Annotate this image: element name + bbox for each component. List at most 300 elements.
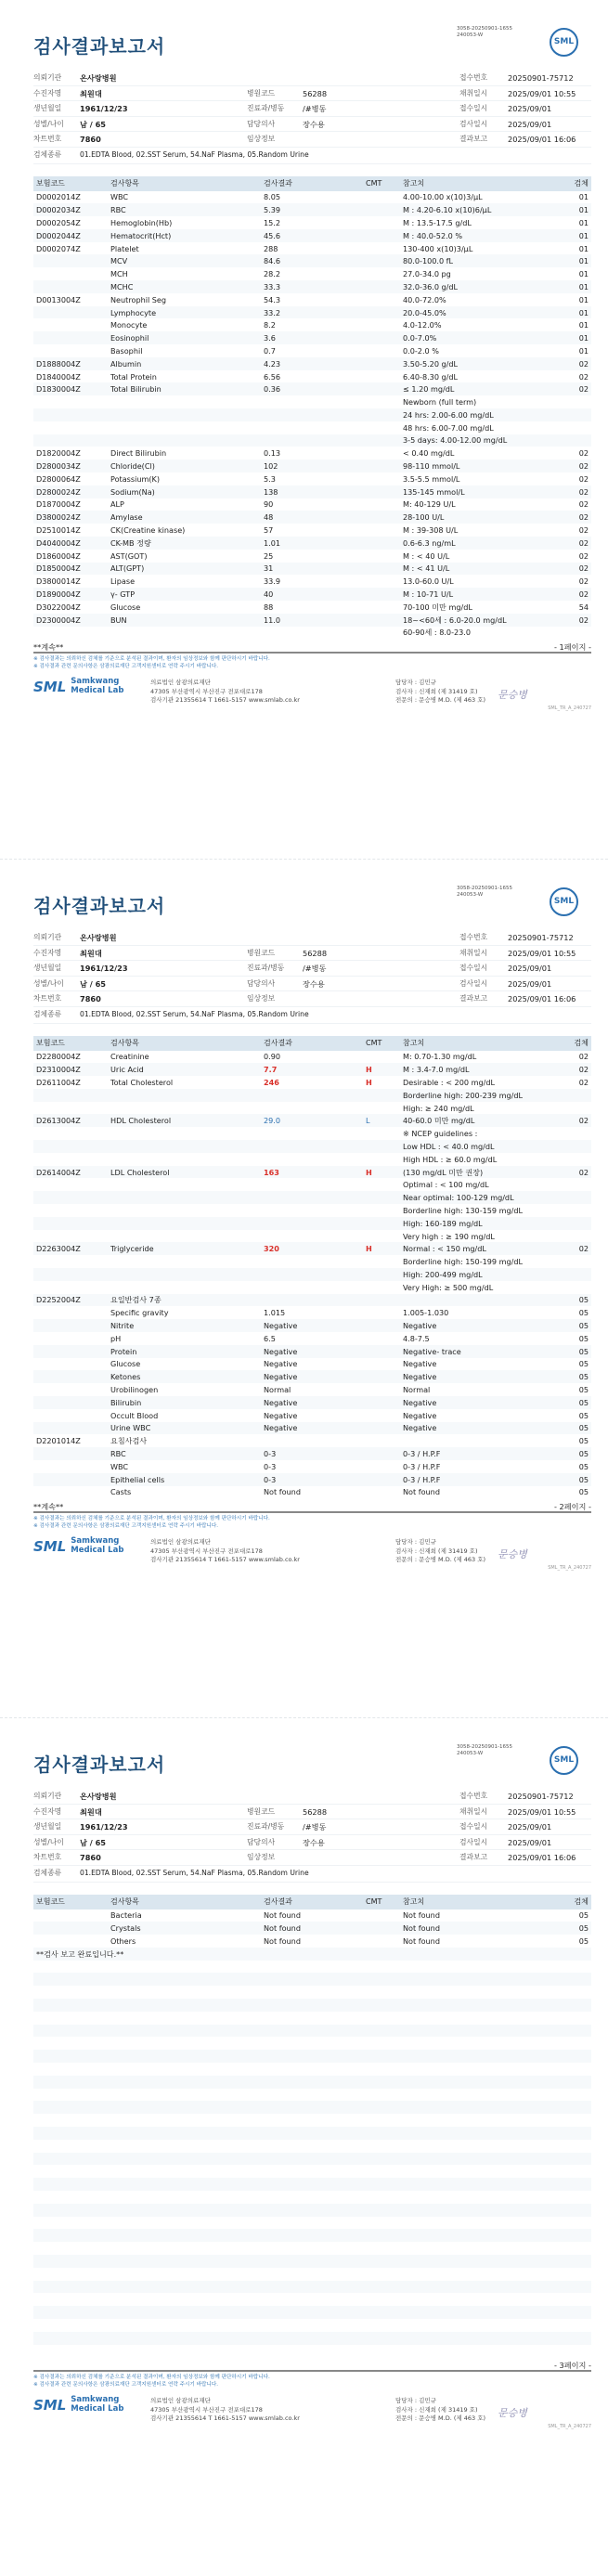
- cell-specimen: 05: [578, 1308, 589, 1318]
- cell-flag: [363, 1434, 400, 1447]
- cell-specimen: [567, 421, 591, 434]
- institution: 온사랑병원: [80, 73, 117, 83]
- specimen-types: 01.EDTA Blood, 02.SST Serum, 54.NaF Plasma, 05.Random Urine: [80, 1868, 309, 1877]
- sml-brand-icon: SML: [33, 2396, 67, 2414]
- cell-flag: [363, 1409, 400, 1422]
- cell-name: Epithelial cells: [108, 1473, 261, 1486]
- continued-label: **계속**: [33, 642, 64, 653]
- cell-result: Negative: [261, 1319, 363, 1332]
- cell-specimen: 05: [578, 1410, 589, 1420]
- cell-flag: [363, 1460, 400, 1473]
- cell-name: 요침사검사: [110, 1436, 148, 1446]
- table-row: [33, 1281, 591, 1294]
- cell-ref: 1.005-1.030: [403, 1308, 449, 1318]
- report-complete: **검사 보고 완료입니다.**: [33, 1948, 591, 1961]
- cell-ref: 18~<60세 : 6.0-20.0 mg/dL: [400, 614, 567, 627]
- cell-result: 3.6: [261, 331, 363, 344]
- cell-ref: 0-3 / H.P.F: [403, 1461, 441, 1471]
- date-of-birth: 1961/12/23: [80, 104, 128, 113]
- notice: ※ 검사결과는 의뢰하신 검체를 기준으로 분석된 결과이며, 환자의 임상정보와 함께 판단하시기 바랍니다. ※ 검사결과 관련 문의사항은 삼광의료재단 고객지원센터로 연락 주시기 바랍니다.: [33, 656, 270, 669]
- cell-code: D2263004Z: [33, 1242, 108, 1255]
- cell-ref: Optimal : < 100 mg/dL: [403, 1180, 489, 1190]
- table-row: [33, 1319, 591, 1332]
- cell-flag: [363, 1153, 400, 1166]
- cell-ref: 4.00-10.00 x(10)3/μL: [403, 192, 483, 202]
- cell-name: WBC: [110, 192, 129, 202]
- lab-address: 의료법인 삼광의료재단 47305 부산광역시 부산진구 전포대로178 검사기관 21355614 T 1661-5157 www.smlab.co.kr: [150, 2397, 300, 2423]
- cell-code: [33, 1178, 108, 1191]
- col-name: 검사항목: [108, 1895, 261, 1909]
- cell-code: [33, 627, 108, 640]
- cell-flag: [363, 203, 400, 216]
- cell-specimen: 01: [578, 192, 589, 202]
- cell-code: D2613004Z: [33, 1114, 108, 1127]
- empty-row: [33, 2345, 591, 2358]
- cell-result: 0-3: [264, 1461, 277, 1471]
- cell-code: [33, 1909, 108, 1922]
- lab-signatories: 담당자 : 김민규 검사자 : 신재희 (제 31419 호) 전문의 : 문승병 M.D. (제 463 호): [395, 2397, 486, 2423]
- cell-flag: [363, 460, 400, 472]
- cell-flag: [363, 1294, 400, 1307]
- hospital-code: 56288: [303, 1806, 328, 1817]
- cell-flag: [363, 1306, 400, 1319]
- cell-result: 0.13: [264, 448, 281, 459]
- cell-flag: [363, 1319, 400, 1332]
- table-row: [33, 1294, 591, 1307]
- col-ref: 참고치: [400, 176, 567, 191]
- signature: 문승병: [498, 2407, 527, 2420]
- cell-ref: Not found: [403, 1935, 440, 1946]
- empty-row: [33, 2012, 591, 2025]
- reported-time: 2025/09/01 16:06: [508, 135, 576, 144]
- table-row: [33, 344, 591, 357]
- cell-name: Direct Bilirubin: [110, 448, 167, 459]
- cell-ref: Not found: [403, 1487, 440, 1497]
- cell-ref: M : 40.0-52.0 %: [400, 229, 567, 242]
- empty-row: [33, 2204, 591, 2217]
- cell-specimen: 02: [578, 499, 589, 510]
- cell-ref: M: 40-129 U/L: [403, 499, 456, 510]
- cell-name: Bilirubin: [108, 1396, 261, 1409]
- table-row: [33, 460, 591, 472]
- table-row: [33, 1268, 591, 1281]
- cell-specimen: 02: [578, 448, 589, 459]
- cell-result: [261, 1191, 363, 1204]
- table-row: [33, 498, 591, 511]
- cell-specimen: 02: [567, 511, 591, 524]
- table-row: [33, 1370, 591, 1383]
- cell-specimen: 01: [567, 331, 591, 344]
- cell-ref: < 0.40 mg/dL: [403, 448, 455, 459]
- cell-ref: ※ NCEP guidelines :: [403, 1129, 478, 1139]
- cell-specimen: 02: [578, 1052, 589, 1062]
- sex-age: 남 / 65: [80, 1837, 106, 1847]
- empty-row: [33, 2281, 591, 2294]
- report-page: [0, 0, 608, 859]
- cell-flag: [363, 1140, 400, 1153]
- table-row: [33, 293, 591, 306]
- hospital-code: 56288: [303, 948, 328, 958]
- form-version: SML_TR_A_240727: [548, 1565, 591, 1572]
- cell-flag: [363, 563, 400, 576]
- cell-result: 0.7: [264, 345, 276, 356]
- col-ref: 참고치: [400, 1895, 567, 1909]
- cell-name: Sodium(Na): [108, 485, 261, 498]
- cell-flag: [363, 627, 400, 640]
- cell-ref: M : 39-308 U/L: [403, 525, 459, 536]
- cell-name: Occult Blood: [110, 1410, 159, 1420]
- received-date: 2025/09/01: [508, 964, 552, 973]
- cell-ref: High: ≥ 240 mg/dL: [403, 1103, 474, 1113]
- patient-info: 의뢰기관 온사랑병원 접수번호 20250901-75712 수진자명 최원대 병원코드 56288 채취일시 2025/09/01 10:55 생년월일 1961/12/23 진료과/병동 /#병동 접수일시 2025/09/01 성별/나이 남 / 65 담당의사 장수용 검사일시 2025/09/01 차트번호 7860 임상정보 결과보고 2025/09/01 16:06 검체종류 01.EDTA Blood, 02.SST Serum, 54.NaF Plasma, 05.Random Urine: [33, 1789, 591, 1883]
- cell-name: Eosinophil: [108, 331, 261, 344]
- table-row: [33, 1204, 591, 1217]
- cell-code: [33, 267, 108, 280]
- cell-ref: 0.0-7.0%: [400, 331, 567, 344]
- cell-code: [33, 1268, 108, 1281]
- tested-date: 2025/09/01: [508, 978, 552, 989]
- cell-code: [33, 395, 108, 408]
- cell-code: [33, 1383, 108, 1396]
- cell-name: [108, 1153, 261, 1166]
- cell-result: 0.90: [264, 1052, 281, 1062]
- table-row: [33, 1909, 591, 1922]
- collected-time: 2025/09/01 10:55: [508, 1806, 576, 1817]
- cell-result: [261, 1204, 363, 1217]
- form-version: SML_TR_A_240727: [548, 2424, 591, 2430]
- cell-result: 15.2: [264, 217, 281, 227]
- page-number: - 2페이지 -: [553, 1502, 591, 1512]
- cell-code: D1870004Z: [36, 499, 81, 510]
- cell-ref: Very High: ≥ 500 mg/dL: [403, 1282, 494, 1292]
- cell-flag: [363, 1268, 400, 1281]
- cell-ref: 40-60.0 미만 mg/dL: [400, 1114, 567, 1127]
- cell-name: CK(Creatine kinase): [110, 525, 186, 536]
- cell-ref: 4.0-12.0%: [403, 320, 442, 330]
- col-result: 검사결과: [261, 1895, 363, 1909]
- cell-result: 6.56: [264, 371, 281, 382]
- cell-flag: [363, 1089, 400, 1102]
- cell-name: [108, 421, 261, 434]
- empty-row: [33, 1973, 591, 1986]
- cell-name: Platelet: [110, 243, 139, 253]
- cell-flag: [363, 601, 400, 614]
- cell-result: [261, 395, 363, 408]
- cell-code: [33, 1473, 108, 1486]
- cell-specimen: 05: [567, 1319, 591, 1332]
- table-row: [33, 408, 591, 421]
- table-row: [33, 1089, 591, 1102]
- table-row: [33, 1345, 591, 1358]
- cell-result: 0-3: [261, 1447, 363, 1460]
- empty-row: [33, 2306, 591, 2319]
- cell-name: Ketones: [108, 1370, 261, 1383]
- cell-specimen: 05: [567, 1396, 591, 1409]
- empty-row: [33, 2127, 591, 2140]
- cell-specimen: 05: [578, 1436, 589, 1446]
- cell-ref: ≤ 1.20 mg/dL: [400, 382, 567, 395]
- cell-ref: Negative: [400, 1370, 567, 1383]
- cell-ref: Normal: [403, 1385, 431, 1395]
- cell-result: 54.3: [264, 294, 281, 304]
- table-row: [33, 382, 591, 395]
- cell-specimen: 05: [578, 1359, 589, 1369]
- cell-ref: M : 4.20-6.10 x(10)6/μL: [400, 203, 567, 216]
- sml-logo-icon: SML: [550, 887, 578, 916]
- table-row: [33, 421, 591, 434]
- table-row: [33, 1242, 591, 1255]
- cell-name: Protein: [108, 1345, 261, 1358]
- cell-specimen: 54: [578, 602, 589, 612]
- date-of-birth: 1961/12/23: [80, 1822, 128, 1832]
- cell-name: MCV: [108, 254, 261, 267]
- cell-result: [261, 1140, 363, 1153]
- signature: 문승병: [498, 689, 527, 702]
- cell-result: [261, 421, 363, 434]
- cell-result: 45.6: [261, 229, 363, 242]
- table-row: [33, 1153, 591, 1166]
- table-row: [33, 280, 591, 293]
- cell-ref: Borderline high: 130-159 mg/dL: [403, 1205, 524, 1215]
- cell-code: [33, 1486, 108, 1499]
- report-title: 검사결과보고서: [33, 1754, 166, 1776]
- cell-specimen: 05: [578, 1461, 589, 1471]
- cell-code: D3800024Z: [33, 511, 108, 524]
- patient-info: 의뢰기관 온사랑병원 접수번호 20250901-75712 수진자명 최원대 병원코드 56288 채취일시 2025/09/01 10:55 생년월일 1961/12/23 진료과/병동 /#병동 접수일시 2025/09/01 성별/나이 남 / 65 담당의사 장수용 검사일시 2025/09/01 차트번호 7860 임상정보 결과보고 2025/09/01 16:06 검체종류 01.EDTA Blood, 02.SST Serum, 54.NaF Plasma, 05.Random Urine: [33, 930, 591, 1024]
- table-row: [33, 1434, 591, 1447]
- empty-row: [33, 2229, 591, 2242]
- cell-specimen: 02: [578, 473, 589, 484]
- cell-result: 0.36: [261, 382, 363, 395]
- department: /#병동: [303, 104, 327, 113]
- table-row: [33, 229, 591, 242]
- chart-number: 7860: [80, 135, 101, 144]
- table-row: [33, 1383, 591, 1396]
- cell-ref: Negative- trace: [400, 1345, 567, 1358]
- cell-name: γ- GTP: [108, 588, 261, 601]
- cell-code: [33, 421, 108, 434]
- cell-ref: 40.0-72.0%: [403, 294, 446, 304]
- cell-name: [108, 1217, 261, 1230]
- cell-flag: [363, 357, 400, 370]
- cell-specimen: [567, 1268, 591, 1281]
- cell-ref: 0.0-2.0 %: [403, 345, 439, 356]
- empty-row: [33, 1986, 591, 1999]
- cell-name: [108, 1230, 261, 1243]
- cell-code: [33, 254, 108, 267]
- cell-ref: M : < 41 U/L: [400, 563, 567, 576]
- table-row: [33, 1447, 591, 1460]
- cell-code: D2201014Z: [36, 1436, 81, 1446]
- empty-row: [33, 1961, 591, 1974]
- report-header: [17, 876, 591, 919]
- cell-specimen: 05: [578, 1385, 589, 1395]
- cell-name: Glucose: [110, 602, 141, 612]
- table-row: [33, 1422, 591, 1435]
- cell-specimen: [567, 627, 591, 640]
- empty-row: [33, 2255, 591, 2268]
- cell-flag: [363, 267, 400, 280]
- cell-code: [33, 1140, 108, 1153]
- cell-specimen: 05: [567, 1447, 591, 1460]
- cell-specimen: 01: [567, 254, 591, 267]
- table-row: [33, 331, 591, 344]
- cell-name: [108, 627, 261, 640]
- lab-footer: [33, 2394, 591, 2431]
- cell-code: D1820004Z: [36, 448, 81, 459]
- date-of-birth: 1961/12/23: [80, 964, 128, 973]
- cell-ref: 80.0-100.0 fL: [400, 254, 567, 267]
- cell-name: MCH: [110, 269, 128, 279]
- cell-code: [33, 1422, 108, 1435]
- cell-ref: Near optimal: 100-129 mg/dL: [400, 1191, 567, 1204]
- cell-result: 33.3: [261, 280, 363, 293]
- cell-flag: [363, 1922, 400, 1935]
- lab-signatories: 담당자 : 김민규 검사자 : 신재희 (제 31419 호) 전문의 : 문승병 M.D. (제 463 호): [395, 679, 486, 705]
- cell-name: Nitrite: [108, 1319, 261, 1332]
- patient-name: 최원대: [80, 88, 102, 98]
- cell-name: Uric Acid: [108, 1063, 261, 1076]
- cell-name: AST(GOT): [110, 550, 148, 561]
- cell-code: [33, 434, 108, 447]
- notice: ※ 검사결과는 의뢰하신 검체를 기준으로 분석된 결과이며, 환자의 임상정보와 함께 판단하시기 바랍니다. ※ 검사결과 관련 문의사항은 삼광의료재단 고객지원센터로 연락 주시기 바랍니다.: [33, 2375, 270, 2388]
- cell-name: Basophil: [110, 345, 143, 356]
- lab-address: 의료법인 삼광의료재단 47305 부산광역시 부산진구 전포대로178 검사기관 21355614 T 1661-5157 www.smlab.co.kr: [150, 679, 300, 705]
- cell-code: D2300004Z: [33, 614, 108, 627]
- cell-name: [108, 408, 261, 421]
- cell-name: pH: [110, 1333, 122, 1343]
- cell-code: D1860004Z: [36, 550, 81, 561]
- cell-specimen: [567, 408, 591, 421]
- cell-specimen: [567, 1089, 591, 1102]
- col-cmt: CMT: [363, 176, 400, 191]
- cell-ref: Negative: [403, 1410, 437, 1420]
- col-name: 검사항목: [108, 176, 261, 191]
- results-header: [33, 176, 591, 191]
- hospital-code: 56288: [303, 88, 328, 98]
- cell-flag: [363, 293, 400, 306]
- cell-result: [261, 1153, 363, 1166]
- table-row: [33, 1063, 591, 1076]
- cell-result: 1.01: [261, 537, 363, 550]
- cell-code: D1840004Z: [36, 371, 81, 382]
- report-complete-row: [33, 1948, 591, 1961]
- cell-result: 320: [261, 1242, 363, 1255]
- cell-result: [261, 1089, 363, 1102]
- cell-result: Negative: [264, 1359, 298, 1369]
- table-row: [33, 1255, 591, 1268]
- cell-result: [261, 1255, 363, 1268]
- cell-name: Bacteria: [110, 1910, 142, 1921]
- cell-result: Negative: [261, 1396, 363, 1409]
- cell-flag: [363, 511, 400, 524]
- sml-brand-icon: SML: [33, 1537, 67, 1555]
- samkwang-logo: SML Samkwang Medical Lab: [33, 1536, 124, 1556]
- lab-address: 의료법인 삼광의료재단 47305 부산광역시 부산진구 전포대로178 검사기관 21355614 T 1661-5157 www.smlab.co.kr: [150, 1538, 300, 1564]
- cell-ref: 28-100 U/L: [400, 511, 567, 524]
- cell-specimen: [567, 1140, 591, 1153]
- table-row: [33, 1166, 591, 1179]
- cell-specimen: 02: [567, 485, 591, 498]
- cell-ref: 0-3 / H.P.F: [400, 1447, 567, 1460]
- results-header: [33, 1895, 591, 1909]
- cell-result: [261, 434, 363, 447]
- cell-name: Creatinine: [110, 1052, 149, 1062]
- cell-result: [261, 1294, 363, 1307]
- cell-specimen: 01: [567, 229, 591, 242]
- cell-flag: [363, 1281, 400, 1294]
- cell-code: [33, 1281, 108, 1294]
- cell-name: Total Protein: [110, 371, 157, 382]
- cell-code: [33, 1332, 108, 1345]
- cell-result: Negative: [261, 1370, 363, 1383]
- document-number: 3058-20250901-1655 240053-W: [457, 886, 512, 899]
- cell-name: [108, 1255, 261, 1268]
- cell-flag: [363, 1422, 400, 1435]
- cell-result: 6.5: [264, 1333, 276, 1343]
- table-row: [33, 511, 591, 524]
- empty-row: [33, 2153, 591, 2166]
- table-row: [33, 191, 591, 204]
- cell-ref: 0-3 / H.P.F: [400, 1473, 567, 1486]
- table-row: [33, 550, 591, 563]
- cell-code: [33, 306, 108, 319]
- table-row: [33, 1191, 591, 1204]
- cell-specimen: 02: [567, 588, 591, 601]
- cell-ref: 24 hrs: 2.00-6.00 mg/dL: [400, 408, 567, 421]
- cell-result: [261, 1102, 363, 1115]
- cell-specimen: [567, 1191, 591, 1204]
- cell-specimen: 02: [567, 357, 591, 370]
- cell-name: [108, 1178, 261, 1191]
- cell-flag: [363, 1204, 400, 1217]
- cell-code: [33, 280, 108, 293]
- cell-result: [261, 1434, 363, 1447]
- cell-name: Monocyte: [110, 320, 148, 330]
- cell-ref: 48 hrs: 6.00-7.00 mg/dL: [403, 422, 494, 433]
- cell-code: [33, 318, 108, 331]
- cell-result: Negative: [261, 1345, 363, 1358]
- page-number: - 3페이지 -: [553, 2361, 591, 2371]
- cell-flag: [363, 1935, 400, 1948]
- cell-name: [108, 395, 261, 408]
- samkwang-logo: SML Samkwang Medical Lab: [33, 2395, 124, 2414]
- cell-name: Urine WBC: [108, 1422, 261, 1435]
- empty-row: [33, 2268, 591, 2281]
- cell-specimen: 02: [567, 460, 591, 472]
- cell-name: Neutrophil Seg: [110, 294, 167, 304]
- cell-code: [33, 1255, 108, 1268]
- cell-specimen: 02: [578, 576, 589, 587]
- cell-ref: M : 13.5-17.5 g/dL: [403, 217, 472, 227]
- table-row: [33, 370, 591, 383]
- table-row: [33, 447, 591, 460]
- cell-flag: [363, 421, 400, 434]
- cell-flag: [363, 1486, 400, 1499]
- cell-name: ALT(GPT): [108, 563, 261, 576]
- cell-result: 88: [264, 602, 274, 612]
- cell-code: D0002044Z: [33, 229, 108, 242]
- cell-flag: [363, 318, 400, 331]
- cell-result: Negative: [264, 1410, 298, 1420]
- cell-flag: H: [366, 1077, 372, 1087]
- table-row: [33, 1178, 591, 1191]
- empty-row: [33, 2319, 591, 2332]
- cell-specimen: 05: [578, 1487, 589, 1497]
- cell-result: 138: [261, 485, 363, 498]
- cell-name: LDL Cholesterol: [108, 1166, 261, 1179]
- cell-specimen: 02: [567, 1166, 591, 1179]
